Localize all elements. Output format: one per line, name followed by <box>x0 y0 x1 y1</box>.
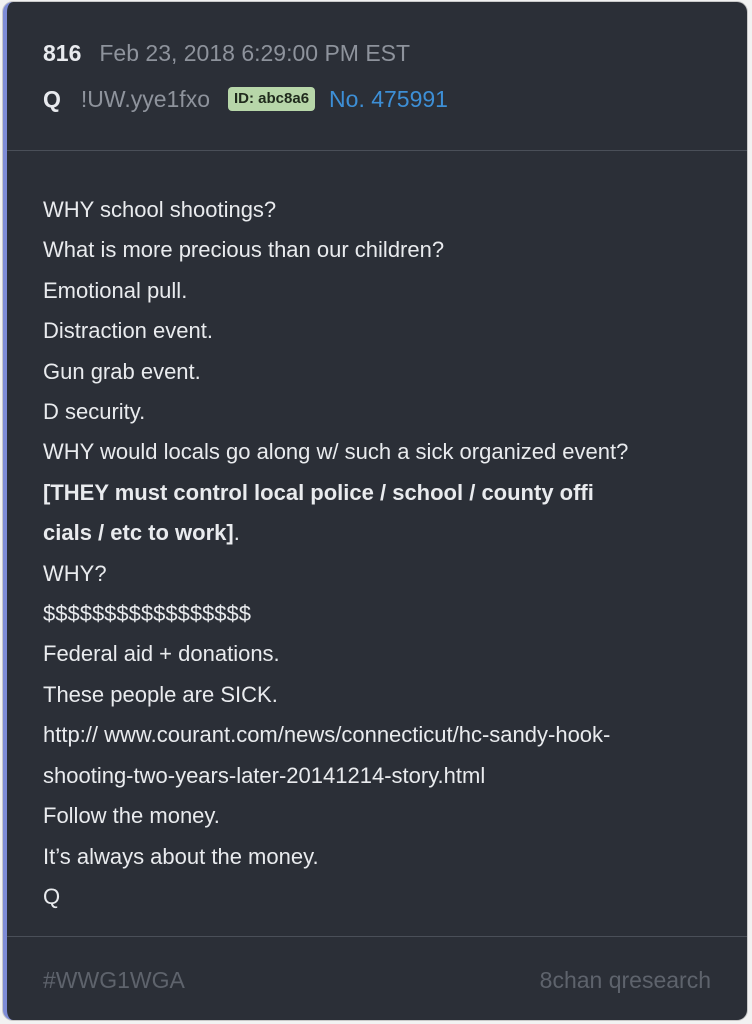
body-line: Distraction event. <box>43 318 213 344</box>
body-line: It’s always about the money. <box>43 843 319 869</box>
body-line: WHY would locals go along w/ such a sick organized event? <box>43 439 629 465</box>
post-header <box>7 2 747 151</box>
post-author-row <box>43 82 448 116</box>
body-line-bold: cials / etc to work] <box>43 520 234 546</box>
body-line: WHY school shootings? <box>43 197 277 222</box>
post-card <box>3 2 747 1020</box>
body-line: D security. <box>43 399 146 425</box>
post-body <box>43 190 733 917</box>
post-number: 816 <box>43 40 82 66</box>
body-signature: Q <box>43 883 61 909</box>
source-label: 8chan qresearch <box>539 967 711 993</box>
body-line: These people are SICK. <box>43 681 278 707</box>
post-meta-row <box>43 40 410 74</box>
body-line: Gun grab event. <box>43 358 201 384</box>
body-line-bold: [THEY must control local police / school / county offi <box>43 479 594 505</box>
post-timestamp: Feb 23, 2018 6:29:00 PM EST <box>99 40 411 66</box>
body-line: Federal aid + donations. <box>43 641 280 667</box>
body-line: $$$$$$$$$$$$$$$$$ <box>43 601 252 627</box>
body-line: WHY? <box>43 560 107 586</box>
post-footer <box>7 936 747 1020</box>
body-url-line: http:// www.courant.com/news/connecticut/hc-sandy-hook- <box>43 722 611 748</box>
body-line-period: . <box>233 520 240 546</box>
body-line: Follow the money. <box>43 803 220 829</box>
body-line: Emotional pull. <box>43 277 188 303</box>
body-line-mixed <box>43 513 733 553</box>
poster-id-badge: ID: abc8a6 <box>228 87 315 111</box>
hashtag-label: #WWG1WGA <box>43 967 185 993</box>
body-line: What is more precious than our children? <box>43 237 445 263</box>
author-tripcode: !UW.yye1fxo <box>80 85 210 112</box>
post-number-link[interactable]: No. 475991 <box>329 85 448 112</box>
body-url-line: shooting-two-years-later-20141214-story.html <box>43 762 486 788</box>
author-name: Q <box>43 85 61 112</box>
